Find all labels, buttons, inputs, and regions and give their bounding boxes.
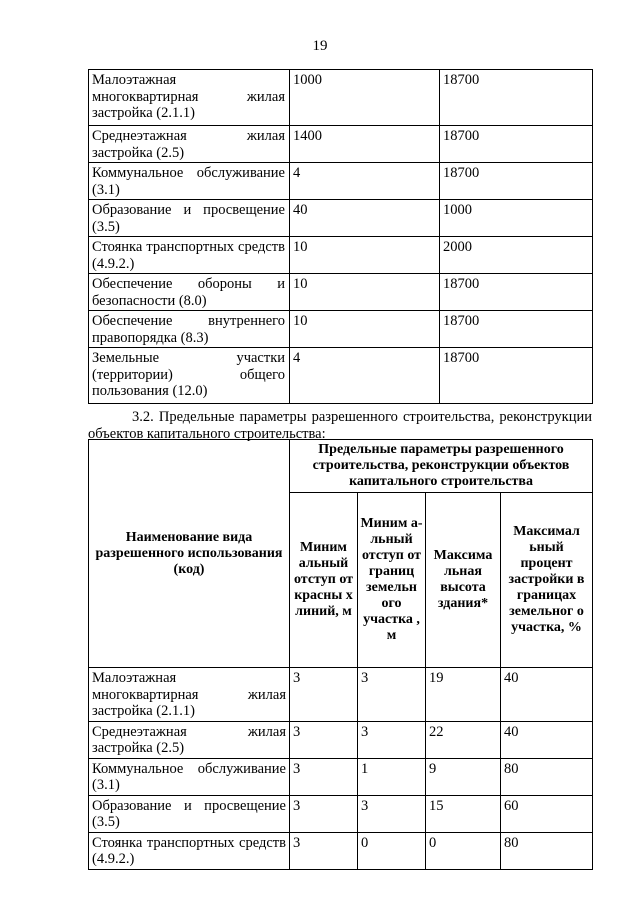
table-row — [89, 274, 593, 311]
table-row — [89, 348, 593, 404]
value-cell: 10 — [290, 311, 440, 348]
use-type-cell: Стоянка транспортных средств (4.9.2.) — [89, 832, 290, 869]
construction-parameters-table — [88, 439, 593, 870]
value-cell: 0 — [426, 832, 501, 869]
value-cell: 1000 — [440, 200, 593, 237]
value-cell: 3 — [358, 721, 426, 758]
value-cell: 15 — [426, 795, 501, 832]
use-type-cell: Малоэтажная многоквартирная жилая застройка (2.1.1) — [89, 668, 290, 722]
column-header: Максима льная высота здания* — [426, 493, 501, 668]
value-cell: 3 — [358, 668, 426, 722]
value-cell: 1 — [358, 758, 426, 795]
value-cell: 18700 — [440, 163, 593, 200]
use-type-cell: Обеспечение внутреннего правопорядка (8.3) — [89, 311, 290, 348]
value-cell: 3 — [290, 832, 358, 869]
table-row — [89, 721, 593, 758]
value-cell: 18700 — [440, 348, 593, 404]
value-cell: 1000 — [290, 70, 440, 126]
table-row — [89, 70, 593, 126]
use-type-cell: Образование и просвещение (3.5) — [89, 795, 290, 832]
table-header-row — [89, 440, 593, 493]
use-type-cell: Среднеэтажная жилая застройка (2.5) — [89, 126, 290, 163]
value-cell: 18700 — [440, 70, 593, 126]
table-row — [89, 237, 593, 274]
value-cell: 9 — [426, 758, 501, 795]
value-cell: 60 — [501, 795, 593, 832]
column-header: Максимал ьный процент застройки в границах земельног о участка, % — [501, 493, 593, 668]
table-row — [89, 200, 593, 237]
land-plot-size-table — [88, 69, 593, 404]
value-cell: 3 — [290, 795, 358, 832]
use-type-cell: Стоянка транспортных средств (4.9.2.) — [89, 237, 290, 274]
value-cell: 3 — [290, 721, 358, 758]
table-row — [89, 668, 593, 722]
column-header: Миним а- льный отступ от границ земельн ого участка , м — [358, 493, 426, 668]
value-cell: 4 — [290, 348, 440, 404]
value-cell: 4 — [290, 163, 440, 200]
value-cell: 80 — [501, 832, 593, 869]
value-cell: 18700 — [440, 311, 593, 348]
parameters-group-header: Предельные параметры разрешенного строительства, реконструкции объектов капитального строительства — [290, 440, 593, 493]
table-row — [89, 832, 593, 869]
column-header: Миним альный отступ от красны х линий, м — [290, 493, 358, 668]
value-cell: 2000 — [440, 237, 593, 274]
table-row — [89, 126, 593, 163]
value-cell: 40 — [501, 721, 593, 758]
value-cell: 18700 — [440, 274, 593, 311]
table-row — [89, 163, 593, 200]
value-cell: 10 — [290, 237, 440, 274]
value-cell: 3 — [290, 758, 358, 795]
value-cell: 22 — [426, 721, 501, 758]
table-row — [89, 795, 593, 832]
value-cell: 1400 — [290, 126, 440, 163]
value-cell: 3 — [290, 668, 358, 722]
use-type-cell: Коммунальное обслуживание (3.1) — [89, 163, 290, 200]
section-paragraph: 3.2. Предельные параметры разрешенного строительства, реконструкции объектов капитального строительства: — [88, 409, 592, 442]
value-cell: 3 — [358, 795, 426, 832]
use-type-cell: Земельные участки (территории) общего пользования (12.0) — [89, 348, 290, 404]
value-cell: 40 — [501, 668, 593, 722]
value-cell: 80 — [501, 758, 593, 795]
use-type-cell: Образование и просвещение (3.5) — [89, 200, 290, 237]
value-cell: 10 — [290, 274, 440, 311]
use-type-cell: Малоэтажная многоквартирная жилая застройка (2.1.1) — [89, 70, 290, 126]
use-type-cell: Обеспечение обороны и безопасности (8.0) — [89, 274, 290, 311]
use-type-cell: Коммунальное обслуживание (3.1) — [89, 758, 290, 795]
value-cell: 0 — [358, 832, 426, 869]
page-number: 19 — [312, 38, 328, 54]
table-row — [89, 311, 593, 348]
value-cell: 18700 — [440, 126, 593, 163]
table-row — [89, 758, 593, 795]
value-cell: 40 — [290, 200, 440, 237]
use-type-header: Наименование вида разрешенного использования (код) — [89, 440, 290, 668]
value-cell: 19 — [426, 668, 501, 722]
use-type-cell: Среднеэтажная жилая застройка (2.5) — [89, 721, 290, 758]
